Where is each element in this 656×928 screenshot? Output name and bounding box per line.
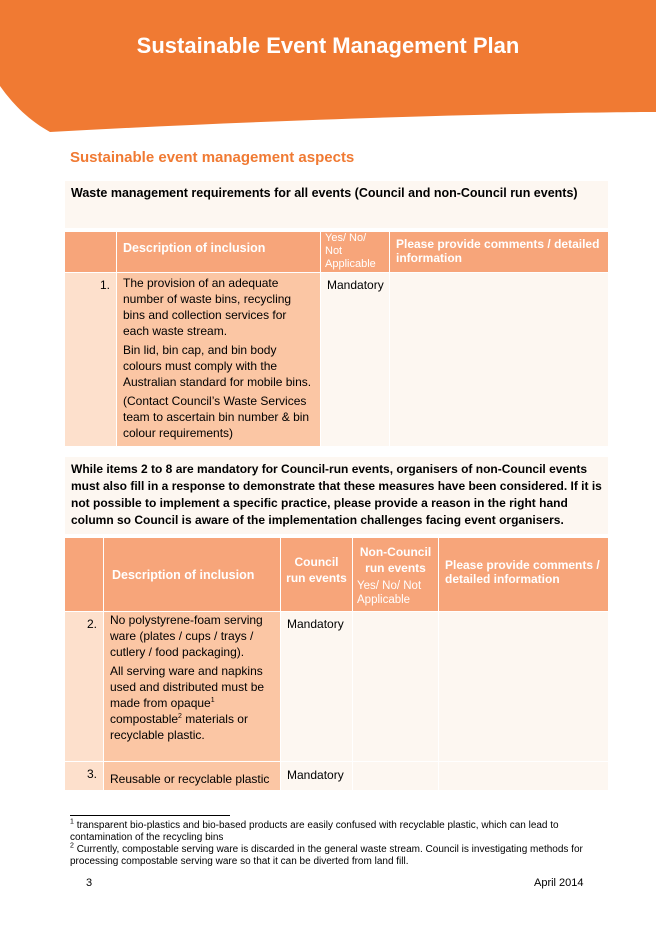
row2-text-b: compostable: [110, 712, 179, 726]
table1-row1-number: 1.: [65, 273, 116, 446]
footnote-1: [70, 820, 610, 844]
row2-paragraph-1: No polystyrene-foam serving ware (plates / cups / trays / cutlery / food packaging).: [110, 613, 263, 659]
header-banner: [0, 0, 656, 140]
table2-header-comments: Please provide comments / detailed information: [439, 538, 608, 611]
footnotes: [70, 820, 610, 868]
table2-row3-number: 3.: [65, 762, 103, 790]
footnote-separator: [70, 815, 230, 816]
table2-row2-number: 2.: [65, 612, 103, 761]
row1-paragraph-1: The provision of an adequate number of waste bins, recycling bins and collection services for each waste stream.: [123, 276, 292, 338]
table1-header-comments: Please provide comments / detailed information: [390, 232, 608, 272]
table1-row1-description: [117, 273, 320, 446]
table2-row2-comments: [439, 612, 608, 761]
table2-row3-description: Reusable or recyclable plastic: [104, 762, 280, 790]
table1-row1-status: Mandatory: [321, 273, 389, 446]
non-council-label: Non-Council run events: [359, 545, 432, 575]
footnote-2: [70, 844, 610, 868]
page-date: April 2014: [534, 877, 584, 889]
footnote-2-mark: 2: [70, 842, 74, 850]
table2-row3-non-council: [353, 762, 438, 790]
table2-header-number: [65, 538, 103, 611]
table2-header-council: Council run events: [281, 538, 352, 611]
footnote-1-text: transparent bio-plastics and bio-based products are easily confused with recyclable plastic, which can lead to contamination of the recycling bins: [70, 820, 559, 843]
row1-paragraph-3: (Contact Council’s Waste Services team to ascertain bin number & bin colour requirements): [123, 394, 310, 440]
row2-text-a: All serving ware and napkins used and distributed must be made from opaque: [110, 664, 265, 710]
table1-header-number: [65, 232, 116, 272]
footnote-2-text: Currently, compostable serving ware is discarded in the general waste stream. Council is investigating methods for processing compostable serving ware so that it can be diverted from land fill.: [70, 844, 583, 867]
row2-text-c: materials or recyclable plastic.: [110, 712, 248, 742]
table2-header-non-council: [353, 538, 438, 611]
table1-row1-comments: [390, 273, 608, 446]
row1-paragraph-2: Bin lid, bin cap, and bin body colours must comply with the Australian standard for mobile bins.: [123, 343, 312, 389]
table2-row3-comments: [439, 762, 608, 790]
table2-row2-description: [104, 612, 280, 761]
table1-header-applicable: Yes/ No/ Not Applicable: [321, 232, 389, 272]
table2-header-description: Description of inclusion: [104, 538, 280, 611]
table2-intro: While items 2 to 8 are mandatory for Council-run events, organisers of non-Council events must also fill in a response to demonstrate that these measures have been considered. If it is not possible to implement a specific practice, please provide a reason in the right hand column so Council is aware of the implementation challenges facing event organisers.: [65, 457, 608, 534]
footnote-ref-2[interactable]: 2: [178, 713, 182, 720]
banner-shape: [0, 0, 656, 140]
section-heading: Sustainable event management aspects: [70, 149, 355, 166]
table2-row3-council: Mandatory: [281, 762, 352, 790]
footnote-ref-1[interactable]: 1: [210, 697, 215, 704]
row2-paragraph-2: [110, 663, 274, 743]
footnote-1-mark: 1: [70, 818, 74, 826]
page-number: 3: [86, 877, 93, 889]
table2-row2-council: Mandatory: [281, 612, 352, 761]
table1-header-description: Description of inclusion: [117, 232, 320, 272]
non-council-sublabel: Yes/ No/ Not Applicable: [357, 580, 422, 606]
document-title: Sustainable Event Management Plan: [136, 33, 520, 58]
table2-row2-non-council: [353, 612, 438, 761]
table1-intro: Waste management requirements for all events (Council and non-Council run events): [65, 181, 608, 228]
